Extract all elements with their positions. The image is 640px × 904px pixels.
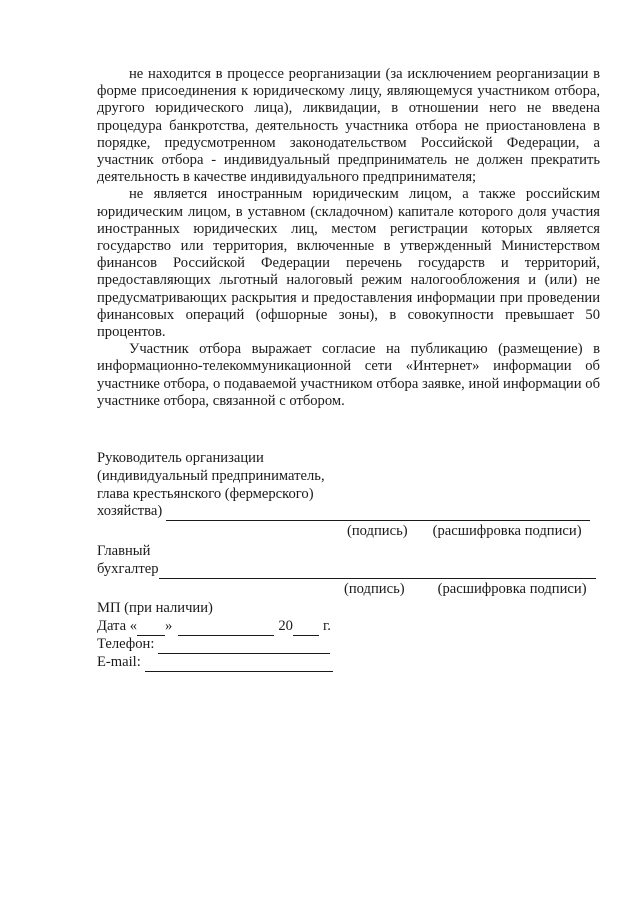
head-title-line-1: Руководитель организации	[97, 450, 264, 466]
phone-label: Телефон:	[97, 635, 155, 652]
head-signature-caption: (подпись)	[347, 523, 408, 540]
date-quote-close: »	[165, 618, 173, 635]
accountant-signature-blank[interactable]	[159, 564, 596, 579]
head-caption-row	[97, 523, 602, 541]
date-year-blank[interactable]	[293, 621, 319, 636]
email-row	[97, 654, 602, 672]
paragraph-reorganization: не находится в процессе реорганизации (за исключением реорганизации в форме присоединения к юридическому лицу, являющемуся участником отбора, другого юридического лица), ликвидации, в отношении него не введена процедура банкротства, деятельность участника отбора не приостановлена в порядке, предусмотренном законодательством Российской Федерации, а участник отбора - индивидуальный предприниматель не должен прекратить деятельность в качестве индивидуального предпринимателя;	[97, 66, 600, 186]
email-blank[interactable]	[145, 657, 333, 672]
paragraph-consent: Участник отбора выражает согласие на публикацию (размещение) в информационно-телекоммуникационной сети «Интернет» информации об участнике отбора, о подаваемой участником отбора заявке, иной информации об участнике отбора, связанной с отбором.	[97, 341, 600, 409]
phone-blank[interactable]	[158, 639, 330, 654]
accountant-caption-row	[97, 581, 602, 599]
date-year-suffix: г.	[322, 618, 331, 635]
accountant-signature-row	[97, 561, 602, 579]
date-month-blank[interactable]	[178, 621, 274, 636]
accountant-signature-caption: (подпись)	[344, 580, 405, 597]
head-title-line-2: (индивидуальный предприниматель,	[97, 467, 325, 484]
head-title-line-4: хозяйства)	[97, 503, 163, 520]
date-row	[97, 618, 602, 636]
email-label: E-mail:	[97, 653, 141, 670]
document-body	[97, 66, 600, 410]
accountant-line-1: Главный	[97, 542, 151, 559]
accountant-line-2: бухгалтер	[97, 560, 159, 577]
accountant-decode-caption: (расшифровка подписи)	[437, 580, 587, 597]
head-decode-caption: (расшифровка подписи)	[432, 523, 582, 540]
date-year-prefix: 20	[278, 618, 293, 635]
head-title-line-3: глава крестьянского (фермерского)	[97, 485, 314, 502]
date-day-blank[interactable]	[137, 621, 165, 636]
paragraph-foreign-entity: не является иностранным юридическим лицом, а также российским юридическим лицом, в уставном (складочном) капитале которого доля участия иностранных юридических лиц, местом регистрации которых является государство или территория, включенные в утвержденный Министерством финансов Российской Федерации перечень государств и территорий, предоставляющих льготный налоговый режим налогообложения и (или) не предусматривающих раскрытия и предоставления информации при проведении финансовых операций (офшорные зоны), в совокупности превышает 50 процентов.	[97, 186, 600, 341]
signature-block	[97, 450, 602, 672]
date-prefix: Дата «	[97, 618, 138, 635]
phone-row	[97, 636, 602, 654]
stamp-label: МП (при наличии)	[97, 600, 213, 617]
head-signature-blank[interactable]	[166, 506, 590, 521]
head-signature-row	[97, 503, 602, 521]
